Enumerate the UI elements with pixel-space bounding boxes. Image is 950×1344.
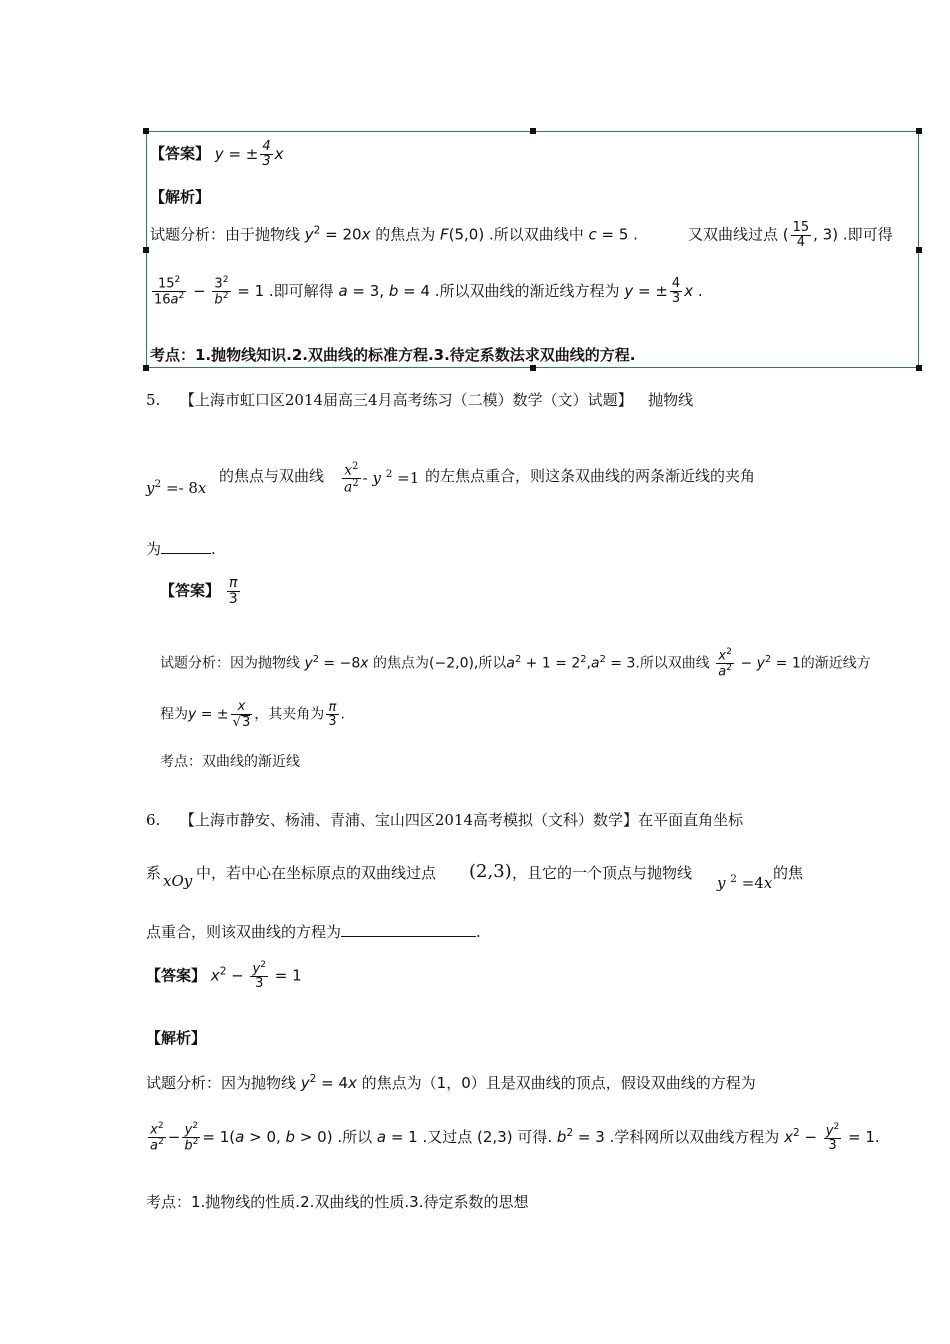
q5-number: 5. <box>146 391 161 409</box>
q5-source: 【上海市虹口区2014届高三4月高考练习（二模）数学（文）试题】 <box>179 391 633 409</box>
q5-analysis-d: 的渐近线方 <box>800 655 871 672</box>
q6-text-a: 在平面直角坐标 <box>638 811 744 829</box>
q5-answer-value: $\frac{\pi}{3}$ <box>228 575 238 607</box>
box-analysis-line1: 试题分析：由于抛物线 $y^2 = 20x$ 的焦点为 F(5,0) .所以双曲线中 c = 5 . 又双曲线过点 ( $\frac{15}{4}$ , 3) .即可得 <box>150 220 893 250</box>
q6-answer-blank <box>341 935 476 937</box>
q5-answer-line <box>160 576 242 606</box>
q5-analysis-a: 的焦点为 <box>373 655 430 672</box>
q6-text-b: 系 <box>146 864 162 882</box>
box-answer-line <box>150 140 284 168</box>
q5-answer-tag: 【答案】 <box>160 581 221 600</box>
q5-math-hyperbola: $\frac{x^2}{a^2}$ - y $^2$ =1 <box>344 461 420 496</box>
box-answer-expr: y = ± $\frac{4}{3}$ x <box>214 139 284 169</box>
q5-analysis-b: 所以 <box>478 655 507 672</box>
q6-text-c: 中，若中心在坐标原点的双曲线过点 <box>196 864 437 882</box>
q5-analysis-label: 试题分析：因为抛物线 <box>160 655 300 672</box>
resize-handle-br[interactable] <box>916 365 922 371</box>
q5-kaodian: 考点：双曲线的渐近线 <box>160 754 300 770</box>
q6-analysis-line2: $\frac{x^2}{a^2}$ − $\frac{y^2}{b^2}$ = 1(a > 0, b > 0) .所以 a = 1 .又过点 (2,3) 可得. $b^2 = 3$ .学科网所以双曲线方程为 $x^2$ − $\frac{y^2}{3}$ = 1. <box>150 1121 880 1154</box>
resize-handle-tl[interactable] <box>143 128 149 134</box>
resize-handle-bm[interactable] <box>530 365 536 371</box>
q6-text-f: 点重合，则该双曲线的方程为 <box>146 923 342 941</box>
q5-text-end: . <box>211 540 216 558</box>
q5-analysis-c: 所以双曲线 <box>639 655 710 672</box>
q5-answer-blank <box>161 552 211 554</box>
resize-handle-ml[interactable] <box>143 247 149 253</box>
q6-header <box>146 809 743 830</box>
q6-analysis-tag: 【解析】 <box>146 1029 207 1047</box>
q5-math-parabola: $y^2 =- 8x$ <box>146 478 207 497</box>
q6-text-e: 的焦 <box>773 864 804 882</box>
resize-handle-mr[interactable] <box>916 247 922 253</box>
q5-prompt-start: 抛物线 <box>648 391 694 409</box>
q6-math-point: (2,3) <box>469 861 512 882</box>
box-analysis-line2: $\frac{15^2}{16a^2}$ − $\frac{3^2}{b^2}$ = 1 .即可解得 a = 3, b = 4 .所以双曲线的渐近线方程为 y = ± $\frac{4}{3}$ x . <box>154 275 703 308</box>
q6-math-parabola: y $^2$ =4x <box>717 873 773 892</box>
q6-answer-tag: 【答案】 <box>146 966 207 985</box>
q5-blank-line <box>146 538 216 559</box>
q6-blank-line <box>146 921 481 942</box>
box-analysis-tag: 【解析】 <box>150 188 211 206</box>
q6-line2-a <box>146 862 161 883</box>
q6-analysis-line1: 试题分析：因为抛物线 $y^2 = 4x$ 的焦点为（1，0）且是双曲线的顶点，假设双曲线的方程为 <box>146 1073 756 1092</box>
q5-text-a: 的焦点与双曲线 <box>219 467 325 485</box>
resize-handle-tm[interactable] <box>530 128 536 134</box>
box-answer-tag: 【答案】 <box>150 144 211 163</box>
q5-text-b: 的左焦点重合，则这条双曲线的两条渐近线的夹角 <box>425 467 756 485</box>
q6-math-xoy: xOy <box>163 872 193 890</box>
q5-header <box>146 389 693 410</box>
q5-analysis-end: . <box>340 706 345 723</box>
resize-handle-tr[interactable] <box>916 128 922 134</box>
resize-handle-bl[interactable] <box>143 365 149 371</box>
q6-kaodian: 考点：1.抛物线的性质.2.双曲线的性质.3.待定系数的思想 <box>146 1193 529 1211</box>
q6-text-end: . <box>476 923 481 941</box>
q5-analysis-f: ，其夹角为 <box>254 706 325 723</box>
q6-source: 【上海市静安、杨浦、青浦、宝山四区2014高考模拟（文科）数学】 <box>179 811 639 829</box>
q6-number: 6. <box>146 811 161 829</box>
q5-analysis-line1: 试题分析：因为抛物线 $y^2 = -8x$ 的焦点为(−2,0),所以$a^2 + 1 = 2^2,a^2 = 3$.所以双曲线 $\frac{x^2}{a^2}$ − $y^2 = 1$的渐近线方 <box>160 647 871 680</box>
q6-answer-line: 【答案】 $x^2$ − $\frac{y^2}{3}$ = 1 <box>146 960 302 991</box>
q5-analysis-e: 程为 <box>160 706 188 723</box>
q5-text-c: 为 <box>146 540 162 558</box>
q6-text-d: ，且它的一个顶点与抛物线 <box>512 864 693 882</box>
box-kaodian: 考点：1.抛物线知识.2.双曲线的标准方程.3.待定系数法求双曲线的方程. <box>150 346 636 364</box>
q5-analysis-line2: 程为y = ± $\frac{x}{√3}$ ，其夹角为 $\frac{\pi}{3}$ . <box>160 699 345 730</box>
